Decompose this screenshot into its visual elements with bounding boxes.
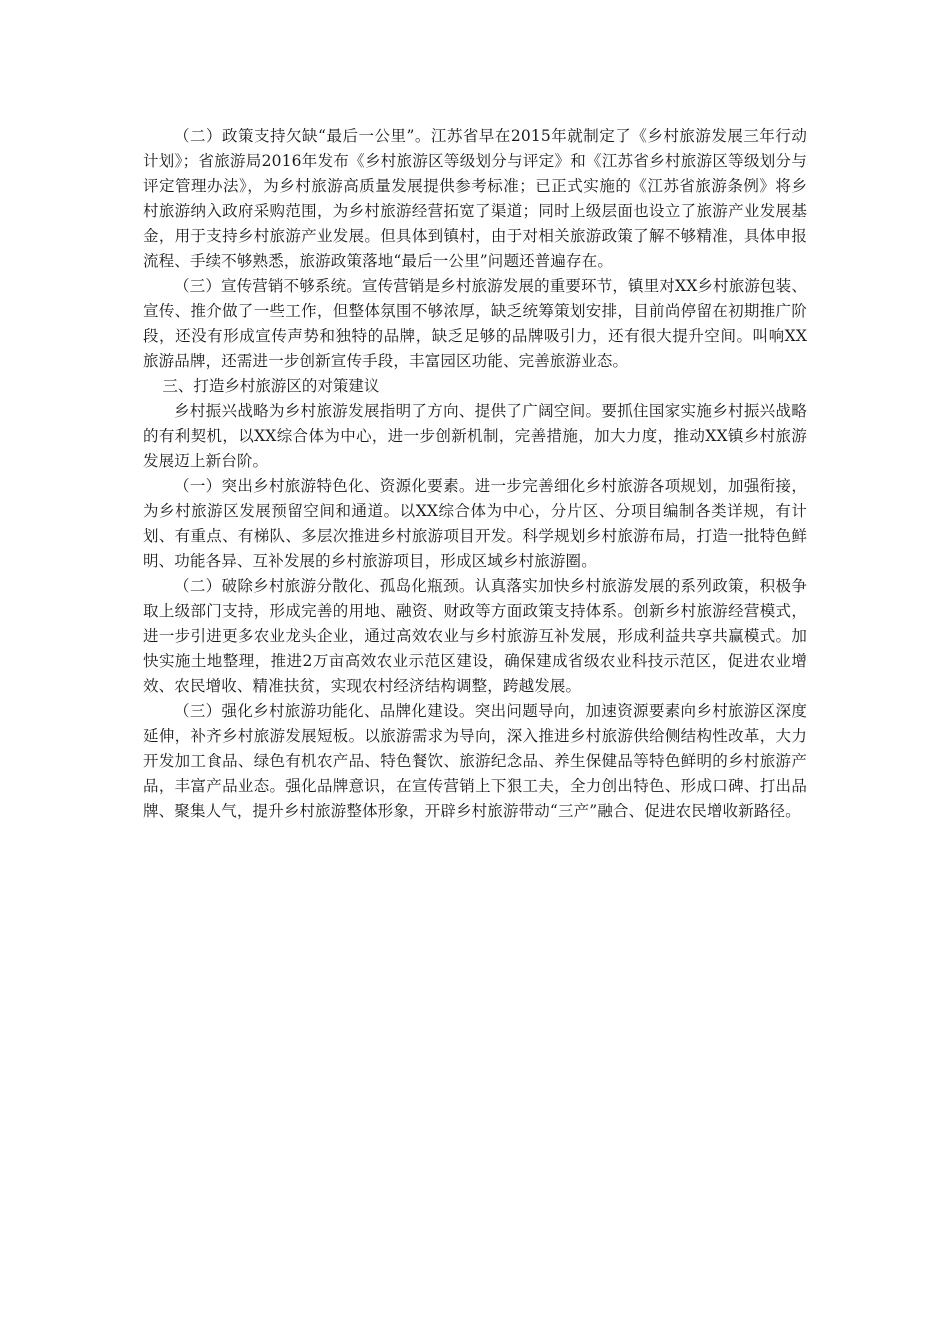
document-page [143, 124, 807, 824]
paragraph-break-bottleneck: （二）破除乡村旅游分散化、孤岛化瓶颈。认真落实加快乡村旅游发展的系列政策，积极争取上级部门支持，形成完善的用地、融资、财政等方面政策支持体系。创新乡村旅游经营模式，进一步引进更多农业龙头企业，通过高效农业与乡村旅游互补发展，形成利益共享共赢模式。加快实施土地整理，推进2万亩高效农业示范区建设，确保建成省级农业科技示范区，促进农业增效、农民增收、精准扶贫，实现农村经济结构调整，跨越发展。 [143, 577, 807, 695]
paragraph-brand-building: （三）强化乡村旅游功能化、品牌化建设。突出问题导向，加速资源要素向乡村旅游区深度延伸，补齐乡村旅游发展短板。以旅游需求为导向，深入推进乡村旅游供给侧结构性改革，大力开发加工食品、绿色有机农产品、特色餐饮、旅游纪念品、养生保健品等特色鲜明的乡村旅游产品，丰富产品业态。强化品牌意识，在宣传营销上下狠工夫，全力创出特色、形成口碑、打出品牌、聚集人气，提升乡村旅游整体形象，开辟乡村旅游带动“三产”融合、促进农民增收新路径。 [143, 702, 807, 820]
section-heading-countermeasures: 三、打造乡村旅游区的对策建议 [162, 377, 380, 395]
paragraph-marketing: （三）宣传营销不够系统。宣传营销是乡村旅游发展的重要环节，镇里对XX乡村旅游包装、宣传、推介做了一些工作，但整体氛围不够浓厚，缺乏统筹策划安排，目前尚停留在初期推广阶段，还没有形成宣传声势和独特的品牌，缺乏足够的品牌吸引力，还有很大提升空间。叫响XX旅游品牌，还需进一步创新宣传手段，丰富园区功能、完善旅游业态。 [143, 277, 807, 370]
paragraph-characteristic-resources: （一）突出乡村旅游特色化、资源化要素。进一步完善细化乡村旅游各项规划，加强衔接，为乡村旅游区发展预留空间和通道。以XX综合体为中心，分片区、分项目编制各类详规，有计划、有重点、有梯队、多层次推进乡村旅游项目开发。科学规划乡村旅游布局，打造一批特色鲜明、功能各异、互补发展的乡村旅游项目，形成区域乡村旅游圈。 [143, 477, 807, 570]
paragraph-rural-revitalization: 乡村振兴战略为乡村旅游发展指明了方向、提供了广阔空间。要抓住国家实施乡村振兴战略的有利契机，以XX综合体为中心，进一步创新机制，完善措施，加大力度，推动XX镇乡村旅游发展迈上新台阶。 [143, 402, 807, 470]
paragraph-policy-support: （二）政策支持欠缺“最后一公里”。江苏省早在2015年就制定了《乡村旅游发展三年行动计划》；省旅游局2016年发布《乡村旅游区等级划分与评定》和《江苏省乡村旅游区等级划分与评定管理办法》，为乡村旅游高质量发展提供参考标准；已正式实施的《江苏省旅游条例》将乡村旅游纳入政府采购范围，为乡村旅游经营拓宽了渠道；同时上级层面也设立了旅游产业发展基金，用于支持乡村旅游产业发展。但具体到镇村，由于对相关旅游政策了解不够精准，具体申报流程、手续不够熟悉，旅游政策落地“最后一公里”问题还普遍存在。 [143, 127, 807, 270]
